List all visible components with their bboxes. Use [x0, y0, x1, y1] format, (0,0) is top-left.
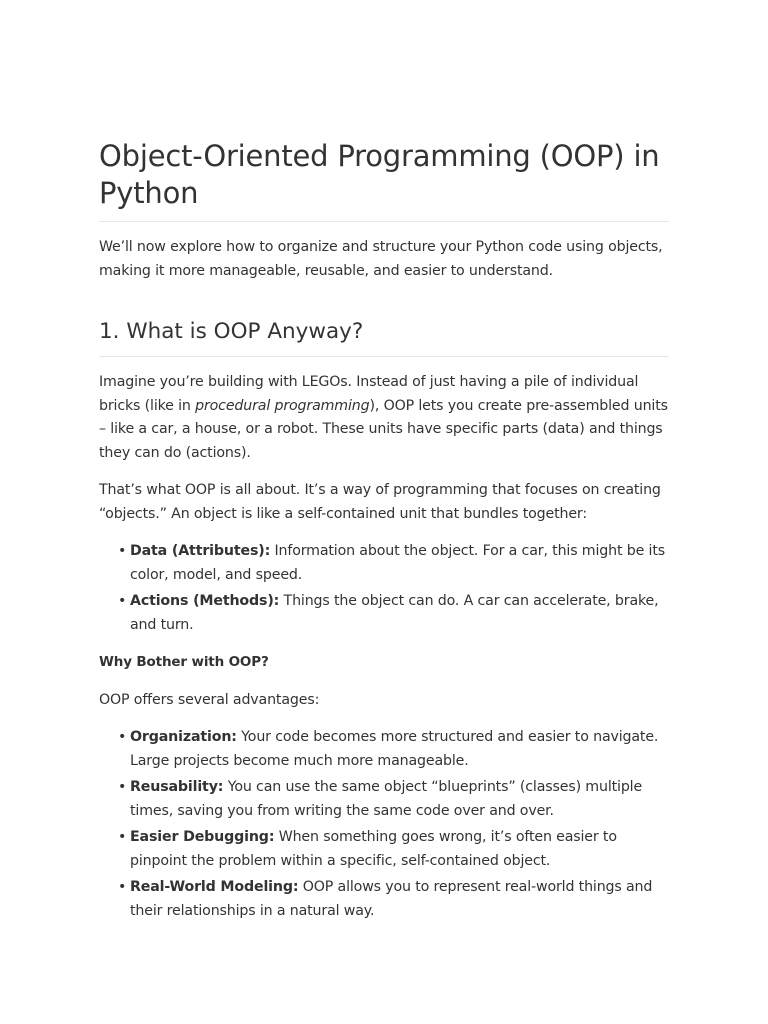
- list-item-text: You can use the same object “blueprints” (classes) multiple times, saving you from writing the same code over and over.: [130, 779, 643, 819]
- bullet-icon: •: [118, 829, 127, 845]
- objects-paragraph: That’s what OOP is all about. It’s a way of programming that focuses on creating “objects.” An object is like a self-contained unit that bundles together:: [99, 482, 661, 522]
- list-item-text: Your code becomes more structured and easier to navigate. Large projects become much more manageable.: [130, 729, 659, 769]
- lego-paragraph: Imagine you’re building with LEGOs. Instead of just having a pile of individual bricks (like in procedural programming), OOP lets you create pre-assembled units – like a car, a house, or a robot. These units have specific parts (data) and things they can do (actions).: [99, 374, 668, 461]
- list-item-term: Actions (Methods):: [130, 593, 280, 609]
- procedural-programming-emphasis: procedural programming: [195, 397, 370, 414]
- bullet-icon: •: [118, 593, 127, 609]
- list-item-text: Information about the object. For a car, this might be its color, model, and speed.: [130, 543, 665, 583]
- list-item: [99, 776, 669, 823]
- list-item-term: Easier Debugging:: [130, 829, 275, 845]
- bullet-icon: •: [118, 879, 127, 895]
- list-item-text: OOP allows you to represent real-world things and their relationships in a natural way.: [130, 879, 653, 919]
- list-item: [99, 590, 669, 637]
- advantages-list: [99, 726, 669, 923]
- section-heading: 1. What is OOP Anyway?: [99, 318, 669, 357]
- list-item-term: Real-World Modeling:: [130, 879, 299, 895]
- bullet-icon: •: [118, 543, 127, 559]
- list-item: [99, 876, 669, 923]
- list-item: [99, 726, 669, 773]
- object-parts-list: [99, 540, 669, 637]
- article: [99, 138, 669, 926]
- list-item-term: Reusability:: [130, 779, 224, 795]
- subheading: Why Bother with OOP?: [99, 654, 269, 670]
- list-item: [99, 540, 669, 587]
- advantages-intro: OOP offers several advantages:: [99, 691, 320, 708]
- list-item-term: Data (Attributes):: [130, 543, 271, 559]
- list-item-text: When something goes wrong, it’s often easier to pinpoint the problem within a specific, self-contained object.: [130, 829, 617, 869]
- list-item-term: Organization:: [130, 729, 237, 745]
- bullet-icon: •: [118, 729, 127, 745]
- list-item: [99, 826, 669, 873]
- list-item-text: Things the object can do. A car can accelerate, brake, and turn.: [130, 593, 659, 633]
- page-title: Object-Oriented Programming (OOP) in Python: [99, 138, 669, 222]
- intro-paragraph: We’ll now explore how to organize and structure your Python code using objects, making it more manageable, reusable, and easier to understand.: [99, 239, 663, 279]
- bullet-icon: •: [118, 779, 127, 795]
